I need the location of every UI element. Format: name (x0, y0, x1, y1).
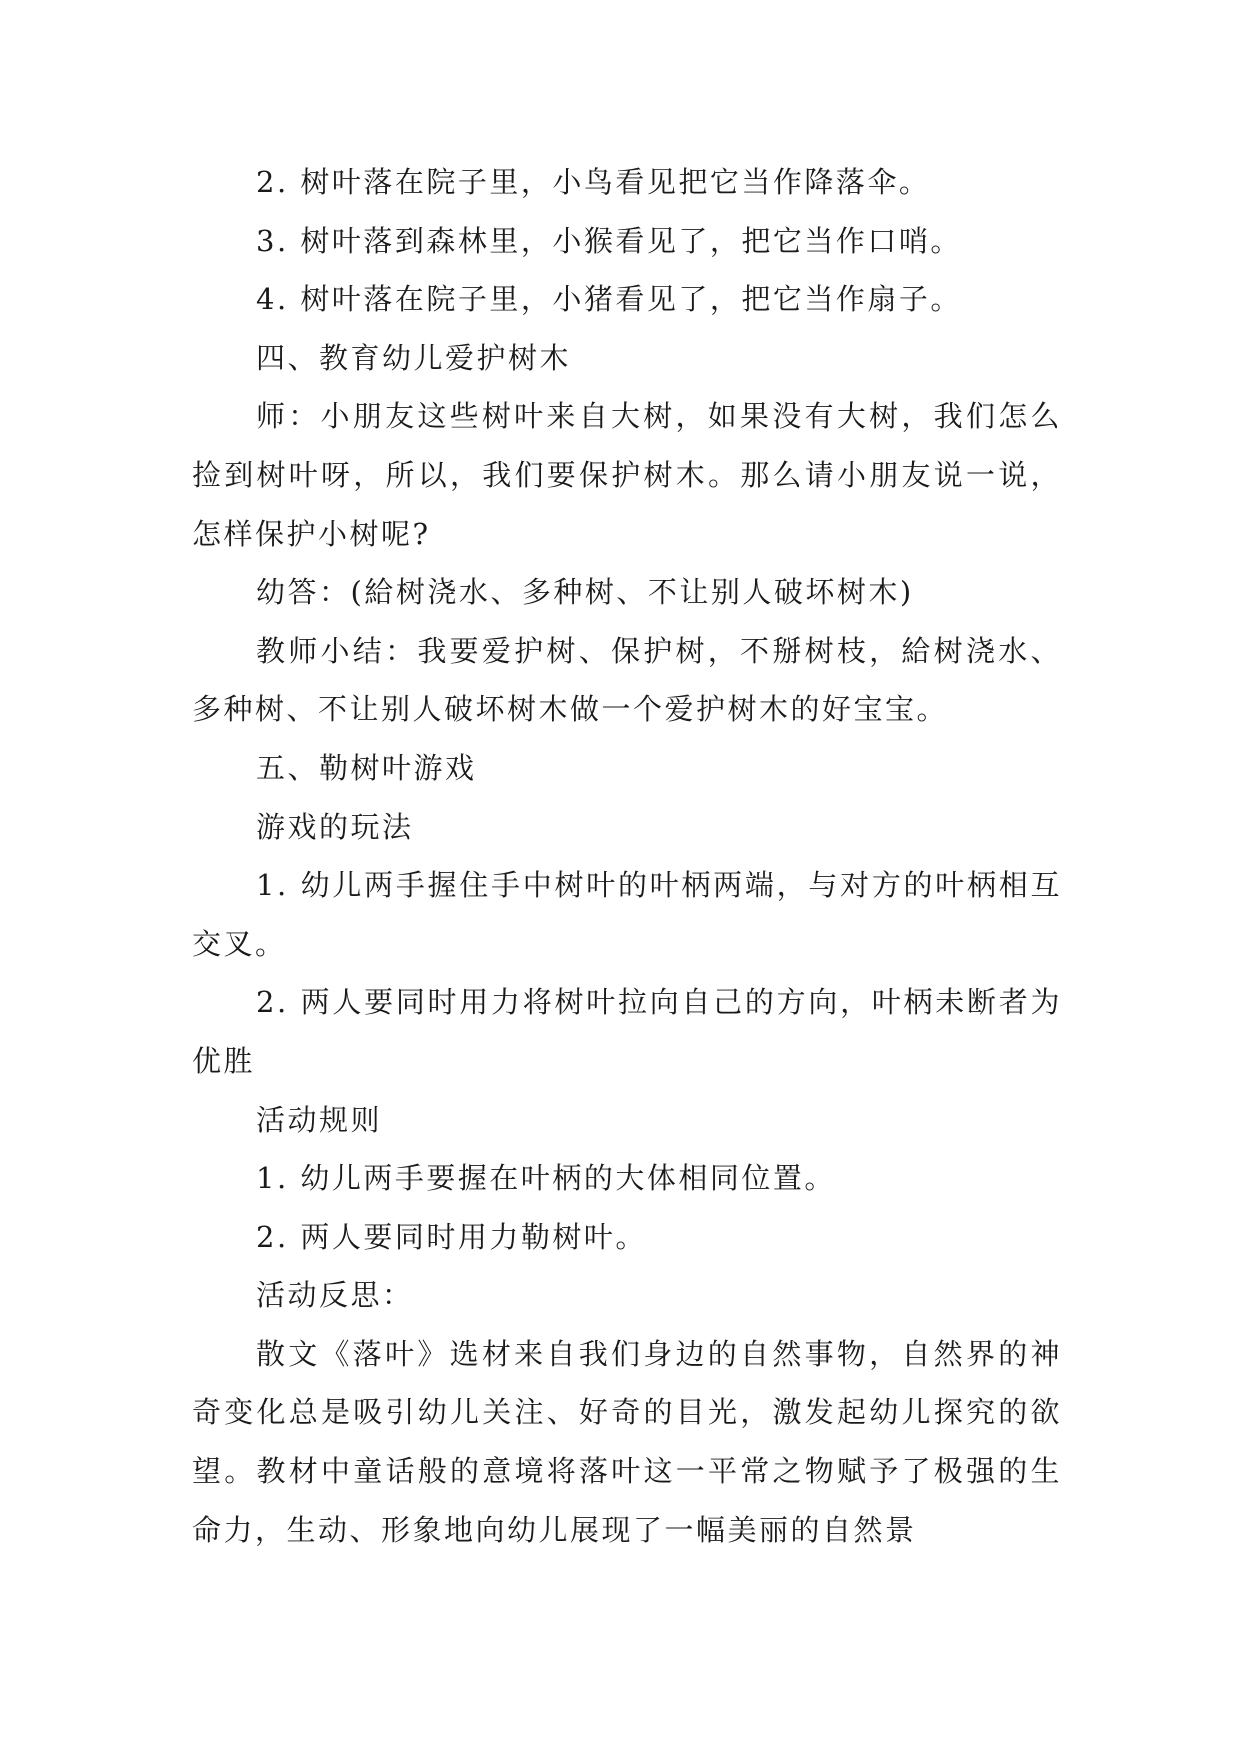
paragraph-step-3: 3. 树叶落到森林里，小猴看见了，把它当作口哨。 (256, 223, 962, 258)
paragraph-child-answer: 幼答：(給树浇水、多种树、不让别人破坏树木) (256, 575, 914, 610)
paragraph-teacher-question: 师：小朋友这些树叶来自大树，如果没有大树，我们怎么捡到树叶呀，所以，我们要保护树木。那么请小朋友说一说，怎样保护小树呢? (192, 399, 1062, 551)
paragraph-game-step-1: 1. 幼儿两手握住手中树叶的叶柄两端，与对方的叶柄相互交叉。 (192, 868, 1062, 961)
document-body (192, 153, 1062, 1559)
subheading-game-method: 游戏的玩法 (256, 809, 414, 844)
paragraph-rule-1: 1. 幼儿两手要握在叶柄的大体相同位置。 (256, 1161, 836, 1196)
paragraph-step-4: 4. 树叶落在院子里，小猪看见了，把它当作扇子。 (256, 282, 962, 317)
subheading-activity-rules: 活动规则 (256, 1102, 383, 1137)
section-heading-5: 五、勒树叶游戏 (256, 750, 477, 785)
paragraph-step-2: 2. 树叶落在院子里，小鸟看见把它当作降落伞。 (256, 165, 931, 199)
paragraph-rule-2: 2. 两人要同时用力勒树叶。 (256, 1219, 647, 1254)
subheading-reflection: 活动反思： (256, 1278, 414, 1313)
paragraph-reflection: 散文《落叶》选材来自我们身边的自然事物，自然界的神奇变化总是吸引幼儿关注、好奇的目光，激发起幼儿探究的欲望。教材中童话般的意境将落叶这一平常之物赋予了极强的生命力，生动、形象地向幼儿展现了一幅美丽的自然景 (192, 1336, 1062, 1547)
paragraph-teacher-summary: 教师小结：我要爱护树、保护树，不掰树枝，給树浇水、多种树、不让别人破坏树木做一个爱护树木的好宝宝。 (192, 633, 1062, 727)
section-heading-4: 四、教育幼儿爱护树木 (256, 340, 572, 375)
paragraph-game-step-2: 2. 两人要同时用力将树叶拉向自己的方向，叶柄未断者为优胜 (192, 985, 1062, 1078)
